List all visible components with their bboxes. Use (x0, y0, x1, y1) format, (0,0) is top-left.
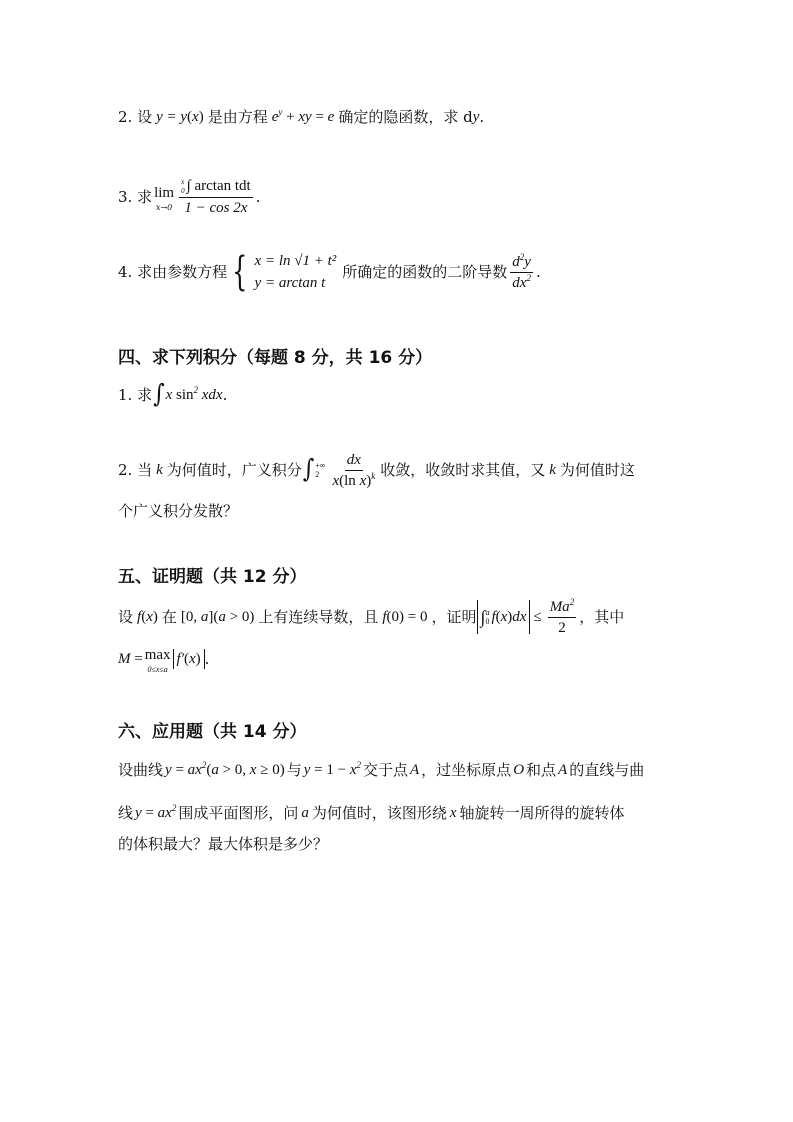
system-row-1: x = ln √1 + t² (254, 253, 337, 269)
period: . (479, 108, 485, 126)
limit-operator (154, 183, 174, 212)
parametric-system (255, 250, 337, 294)
point-A: A (558, 762, 568, 778)
var-y: y (472, 109, 480, 125)
abs-derivative: f′(x) (173, 649, 205, 669)
curve-1-short: $y = ax^2$ (135, 803, 177, 821)
proof-text3: 上有连续导数，且 (258, 608, 379, 626)
app-text-2b: 围成平面图形，问 (178, 804, 299, 822)
app-text-2d: 轴旋转一周所得的旋转体 (459, 804, 625, 822)
second-derivative-fraction: $\frac{d^2y}{dx^2}$ (512, 251, 531, 291)
numerator-text: arctan tdt (194, 178, 251, 195)
integral-icon: ∫ (302, 455, 315, 484)
formula-equation: $e^y$ + xy = e (271, 107, 335, 125)
problem-2 (118, 107, 697, 127)
s4-problem-2-line2: 个广义积分发散？ (118, 502, 239, 520)
proof-text4: ，证明 (431, 608, 477, 626)
problem-4-text: 所确定的函数的二阶导数 (342, 263, 508, 281)
problem-3 (118, 175, 697, 219)
app-text-1b: 与 (286, 761, 302, 779)
fraction-denominator: 1 − cos 2x (184, 199, 248, 216)
section-5-title: 五、证明题（共 12 分） (118, 567, 307, 587)
app-text-1c: 交于点 (362, 761, 408, 779)
limit-fraction (179, 177, 253, 217)
app-line-2 (118, 803, 697, 823)
s4-problem-2-text2: 收敛，收敛时求其值，又 (380, 461, 546, 479)
abs-integral: ∫ a 0 f ( x ) dx (477, 600, 531, 634)
formula-f0: f(0) = 0 (382, 609, 428, 625)
lim-subscript: x→0 (155, 202, 173, 212)
s4-problem-2-label: 2. 当 (118, 461, 153, 479)
system-row-2: y = arctan t (254, 275, 326, 291)
point-O: O (513, 762, 525, 778)
app-text-1a: 设曲线 (118, 761, 164, 779)
fraction-numerator: x 0 ∫ arctan tdt (179, 177, 253, 198)
curve-1: $y = ax^2(a > 0$, x ≥ 0) (165, 760, 285, 778)
integral-icon: ∫ (153, 380, 165, 409)
period: . (204, 650, 210, 668)
var-x: x (449, 805, 457, 821)
formula-M: M = (118, 651, 143, 667)
var-a: a (301, 805, 309, 821)
problem-2-text2: 确定的隐函数，求 d (338, 108, 473, 126)
problem-3-label: 3. 求 (118, 188, 153, 206)
integrand: x $\sin^2$ xdx (165, 385, 223, 403)
improper-integrand: $\frac{dx}{x(\ln x)^k}$ (332, 451, 376, 489)
section-6-title: 六、应用题（共 14 分） (118, 722, 307, 742)
period: . (535, 263, 541, 281)
proof-problem (118, 597, 697, 637)
s4-problem-1 (118, 380, 697, 409)
var-k: k (156, 462, 163, 478)
s4-problem-2 (118, 448, 697, 492)
section-4-title: 四、求下列积分（每题 8 分，共 16 分） (118, 348, 433, 368)
formula-fx: f(x) (137, 609, 158, 625)
proof-max-line (118, 645, 697, 673)
problem-4-label: 4. 求由参数方程 (118, 263, 228, 281)
int-bounds: +∞ 2 (315, 461, 326, 479)
curve-2: $y = 1 - x^2$ (303, 760, 361, 778)
app-line-1 (118, 760, 697, 780)
proof-text2: 在 (161, 608, 177, 626)
app-line-3: 的体积最大？最大体积是多少？ (118, 835, 329, 853)
app-text-2a: 线 (118, 804, 134, 822)
max-operator: max 0≤x≤a (144, 646, 171, 674)
formula-y-eq-yx: y = y(x) (156, 109, 204, 125)
app-text-1d: ，过坐标原点 (421, 761, 512, 779)
s4-problem-2-text3: 为何值时这 (559, 461, 635, 479)
problem-4 (118, 248, 697, 296)
app-text-1e: 和点 (526, 761, 557, 779)
proof-text1: 设 (118, 608, 134, 626)
s4-problem-2-text1: 为何值时，广义积分 (166, 461, 302, 479)
var-k: k (549, 462, 556, 478)
leq-sign: ≤ (533, 609, 542, 625)
period: . (255, 188, 261, 206)
bound-fraction: $\frac{Ma^2}{2}$ (549, 596, 575, 636)
problem-2-label: 2. 设 (118, 108, 153, 126)
point-A: A (410, 762, 420, 778)
s4-problem-1-label: 1. 求 (118, 386, 153, 404)
app-text-2c: 为何值时，该图形绕 (311, 804, 447, 822)
lim-text: lim (154, 184, 175, 201)
brace-icon: { (232, 249, 248, 295)
proof-text5: ，其中 (579, 608, 625, 626)
period: . (222, 386, 228, 404)
int-bounds: x 0 (181, 177, 185, 195)
problem-2-text1: 是由方程 (207, 108, 268, 126)
app-text-1f: 的直线与曲 (569, 761, 645, 779)
formula-interval: [0, a](a > 0) (180, 609, 255, 625)
